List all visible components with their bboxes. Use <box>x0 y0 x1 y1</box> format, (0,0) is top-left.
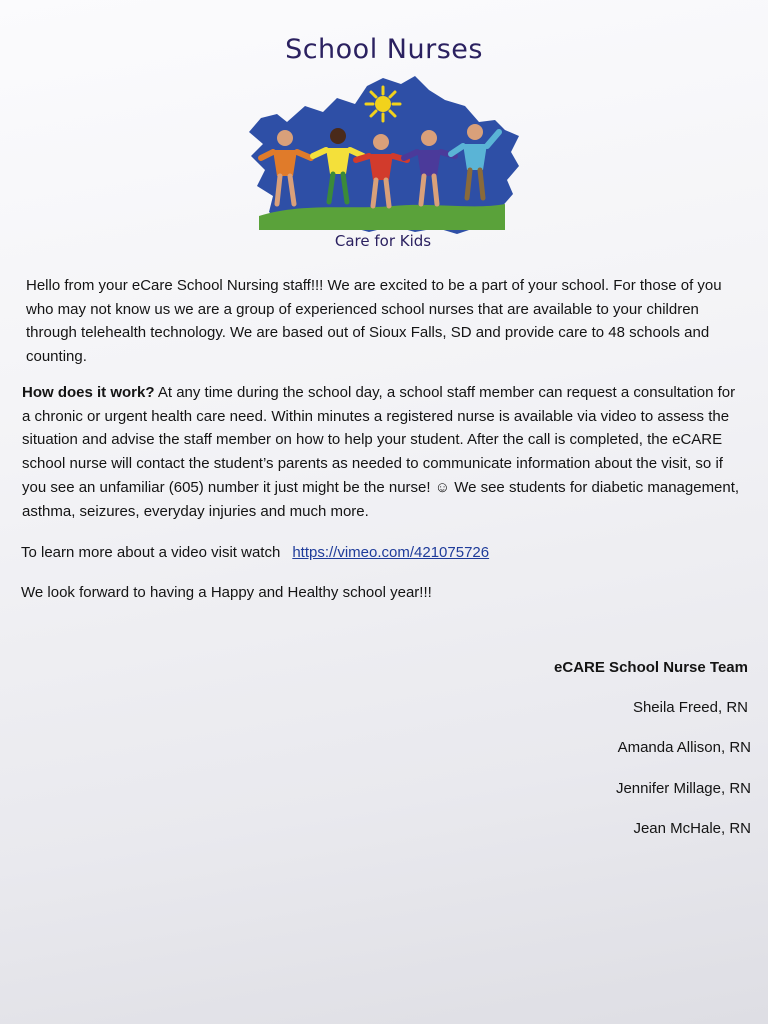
intro-paragraph: Hello from your eCare School Nursing staff!!! We are excited to be a part of your school. For those of you who may not know us we are a group of experienced school nurses that are available to your children through telehealth technology. We are based out of Sioux Falls, SD and provide care to 48 schools and counting. <box>26 277 722 366</box>
signature-name: Jean McHale, RN <box>633 820 751 837</box>
signature-team: eCARE School Nurse Team <box>554 659 748 676</box>
how-it-works-heading: How does it work? <box>22 384 155 401</box>
logo-title: School Nurses <box>285 34 483 65</box>
how-it-works-body: At any time during the school day, a school staff member can request a consultation for a chronic or urgent health care need. Within minutes a registered nurse is available via video to assess the situation and advise the staff member on how to help your student. After the call is completed, the eCARE school nurse will contact the student’s parents as needed to communicate information about the visit, so if you see an unfamiliar (605) number it just might be the nurse! ☺ We see students for diabetic management, asthma, seizures, everyday injuries and much more. <box>22 384 740 520</box>
logo-caption: Care for Kids <box>334 232 432 250</box>
how-it-works-paragraph <box>22 381 742 523</box>
video-paragraph <box>21 541 741 565</box>
signature-name: Jennifer Millage, RN <box>615 780 751 797</box>
closing-paragraph: We look forward to having a Happy and Healthy school year!!! <box>21 584 432 601</box>
vimeo-link[interactable]: https://vimeo.com/421075726 <box>292 544 490 561</box>
signature-name: Amanda Allison, RN <box>617 739 751 756</box>
video-text: To learn more about a video visit watch <box>21 544 281 561</box>
signature-name: Sheila Freed, RN <box>632 699 748 716</box>
school-nurses-logo-icon <box>243 70 523 240</box>
